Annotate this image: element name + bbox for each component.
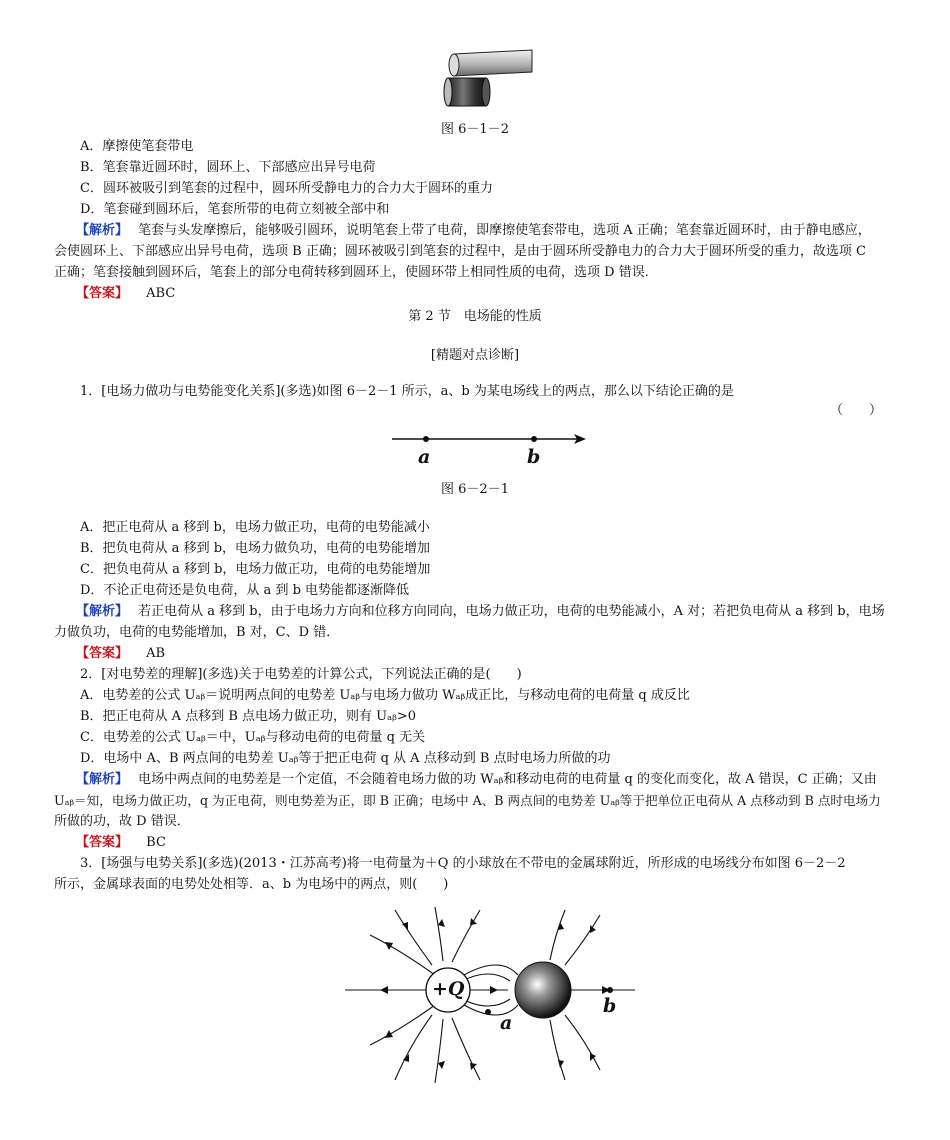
analysis-tag: 【解析】	[76, 604, 129, 619]
option-b: B．把负电荷从 a 移到 b，电场力做负功，电荷的电势能增加	[80, 541, 431, 556]
analysis-tag: 【解析】	[76, 772, 129, 787]
answer-value: ABC	[146, 286, 176, 301]
answer-tag: 【答案】	[76, 286, 129, 301]
option-d: D．电场中 A、B 两点间的电势差 Uₐᵦ等于把正电荷 q 从 A 点移动到 B 点时电场力所做的功	[80, 751, 611, 766]
answer-line	[76, 645, 900, 662]
option-b: B．笔套靠近圆环时，圆环上、下部感应出异号电荷	[80, 160, 376, 175]
analysis-tag: 【解析】	[76, 223, 129, 238]
analysis-text: Uₐᵦ＝知，电场力做正功，q 为正电荷，则电势差为正，即 B 正确；电场中 A、B 两点间的电势差 Uₐᵦ等于把单位正电荷从 A 点移动到 B 点时电场力	[54, 793, 881, 808]
analysis-text: 笔套与头发摩擦后，能够吸引圆环，说明笔套上带了电荷，即摩擦使笔套带电，选项 A 正确；笔套靠近圆环时，由于静电感应，	[138, 223, 871, 238]
answer-value: BC	[146, 835, 166, 850]
analysis-text: 力做负功，电荷的电势能增加，B 对，C、D 错．	[54, 625, 340, 640]
point-a-label: a	[500, 1012, 513, 1034]
answer-tag: 【答案】	[76, 646, 129, 661]
option-c: C．圆环被吸引到笔套的过程中，圆环所受静电力的合力大于圆环的重力	[80, 181, 493, 196]
section-title: 第 2 节 电场能的性质	[408, 309, 542, 324]
figure-caption: 图 6－1－2	[441, 122, 509, 137]
analysis-text: 正确；笔套接触到圆环后，笔套上的部分电荷转移到圆环上，使圆环带上相同性质的电荷，选项 D 错误．	[54, 265, 658, 280]
analysis-block	[76, 222, 900, 239]
analysis-block	[76, 603, 900, 620]
question-2-stem: 2．[对电势差的理解](多选)关于电势差的计算公式，下列说法正确的是( )	[80, 667, 522, 682]
analysis-text: 所做的功，故 D 错误．	[54, 814, 190, 829]
question-3-stem: 3．[场强与电势关系](多选)(2013・江苏高考)将一电荷量为＋Q 的小球放在不带电的金属球附近，所形成的电场线分布如图 6－2－2	[80, 856, 846, 871]
option-c: C．电势差的公式 Uₐᵦ＝中，Uₐᵦ与移动电荷的电荷量 q 无关	[80, 730, 426, 745]
pen-cap-ring-figure	[440, 46, 540, 112]
option-a: A．把正电荷从 a 移到 b，电场力做正功，电荷的电势能减小	[80, 520, 430, 535]
analysis-block	[76, 771, 900, 788]
option-c: C．把负电荷从 a 移到 b，电场力做正功，电荷的电势能增加	[80, 562, 431, 577]
field-distribution-figure	[340, 905, 640, 1085]
figure-caption: 图 6－2－1	[441, 482, 509, 497]
analysis-text: 若正电荷从 a 移到 b，由于电场力方向和位移方向同向，电场力做正功，电荷的电势能减小，A 对；若把负电荷从 a 移到 b，电场	[138, 604, 885, 619]
point-b-label: b	[527, 446, 541, 468]
answer-line	[76, 834, 900, 851]
answer-line	[76, 285, 900, 302]
positive-charge-label: +Q	[432, 978, 465, 1000]
option-d: D．笔套碰到圆环后，笔套所带的电荷立刻被全部中和	[80, 202, 390, 217]
point-b-label: b	[603, 995, 617, 1017]
option-a: A．电势差的公式 Uₐᵦ＝说明两点间的电势差 Uₐᵦ与电场力做功 Wₐᵦ成正比，与移动电荷的电荷量 q 成反比	[80, 688, 690, 703]
question-3-stem: 所示，金属球表面的电势处处相等．a、b 为电场中的两点，则( )	[54, 877, 449, 892]
answer-value: AB	[146, 646, 166, 661]
option-b: B．把正电荷从 A 点移到 B 点电场力做正功，则有 Uₐᵦ>0	[80, 709, 417, 724]
analysis-text: 电场中两点间的电势差是一个定值，不会随着电场力做的功 Wₐᵦ和移动电荷的电荷量 q 的变化而变化，故 A 错误，C 正确；又由	[138, 772, 877, 787]
answer-parentheses: （ ）	[830, 403, 883, 418]
option-d: D．不论正电荷还是负电荷，从 a 到 b 电势能都逐渐降低	[80, 583, 410, 598]
subsection-title: [精题对点诊断]	[430, 348, 520, 363]
option-a: A．摩擦使笔套带电	[80, 139, 194, 154]
analysis-text: 会使圆环上、下部感应出异号电荷，选项 B 正确；圆环被吸引到笔套的过程中，是由于圆环所受静电力的合力大于圆环所受的重力，故选项 C	[54, 244, 866, 259]
question-1-stem: 1．[电场力做功与电势能变化关系](多选)如图 6－2－1 所示，a、b 为某电场线上的两点，那么以下结论正确的是	[80, 384, 734, 399]
answer-tag: 【答案】	[76, 835, 129, 850]
point-a-label: a	[418, 446, 431, 468]
